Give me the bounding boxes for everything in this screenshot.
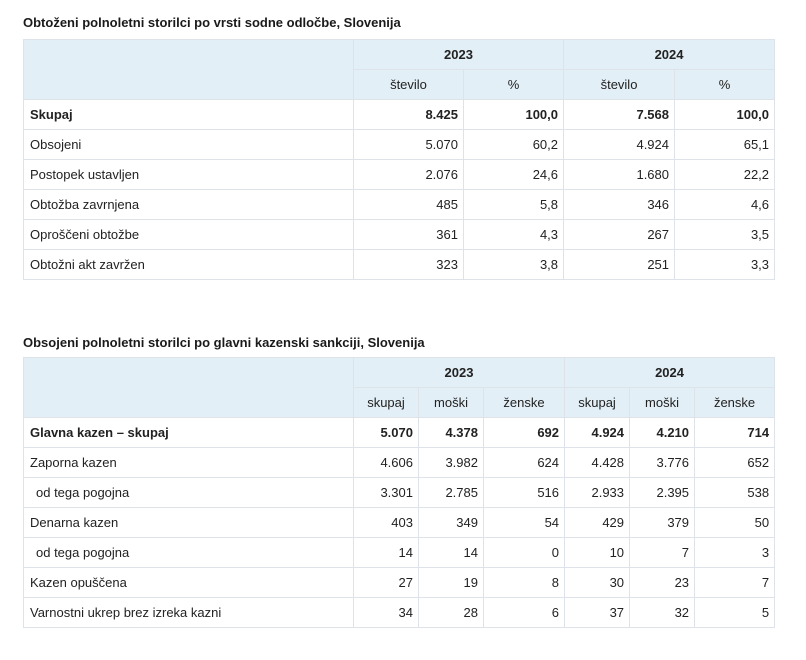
- cell-value: 5.070: [354, 130, 464, 160]
- cell-value: 8.425: [354, 100, 464, 130]
- cell-value: 652: [695, 448, 775, 478]
- cell-value: 429: [565, 508, 630, 538]
- cell-value: 4.924: [564, 130, 675, 160]
- cell-value: 267: [564, 220, 675, 250]
- cell-value: 65,1: [675, 130, 775, 160]
- column-header: število: [354, 70, 464, 100]
- header-corner: [24, 40, 354, 100]
- column-header: ženske: [695, 388, 775, 418]
- cell-value: 6: [484, 598, 565, 628]
- cell-value: 23: [630, 568, 695, 598]
- cell-value: 3.301: [354, 478, 419, 508]
- column-header: skupaj: [565, 388, 630, 418]
- column-header: število: [564, 70, 675, 100]
- table-row: [24, 598, 775, 628]
- cell-value: 4.378: [419, 418, 484, 448]
- row-label: Glavna kazen – skupaj: [24, 418, 354, 448]
- cell-value: 54: [484, 508, 565, 538]
- cell-value: 5.070: [354, 418, 419, 448]
- cell-value: 692: [484, 418, 565, 448]
- cell-value: 4.924: [565, 418, 630, 448]
- column-header: moški: [630, 388, 695, 418]
- cell-value: 7: [630, 538, 695, 568]
- row-label: Obsojeni: [24, 130, 354, 160]
- year-header: 2023: [354, 358, 565, 388]
- cell-value: 28: [419, 598, 484, 628]
- cell-value: 323: [354, 250, 464, 280]
- cell-value: 4.606: [354, 448, 419, 478]
- table-row: [24, 418, 775, 448]
- cell-value: 14: [419, 538, 484, 568]
- column-header: moški: [419, 388, 484, 418]
- column-header: %: [464, 70, 564, 100]
- cell-value: 485: [354, 190, 464, 220]
- cell-value: 30: [565, 568, 630, 598]
- table-row: [24, 190, 775, 220]
- cell-value: 2.785: [419, 478, 484, 508]
- cell-value: 100,0: [464, 100, 564, 130]
- row-label: Denarna kazen: [24, 508, 354, 538]
- criminal-sanction-table: [23, 357, 775, 628]
- cell-value: 349: [419, 508, 484, 538]
- cell-value: 2.076: [354, 160, 464, 190]
- cell-value: 100,0: [675, 100, 775, 130]
- row-label: Varnostni ukrep brez izreka kazni: [24, 598, 354, 628]
- cell-value: 34: [354, 598, 419, 628]
- cell-value: 37: [565, 598, 630, 628]
- row-label: od tega pogojna: [24, 538, 354, 568]
- cell-value: 361: [354, 220, 464, 250]
- year-header: 2024: [564, 40, 775, 70]
- cell-value: 3,3: [675, 250, 775, 280]
- table-row: [24, 568, 775, 598]
- table2-caption: Obsojeni polnoletni storilci po glavni kazenski sankciji, Slovenija: [23, 335, 425, 350]
- row-label: Kazen opuščena: [24, 568, 354, 598]
- table-row: [24, 220, 775, 250]
- cell-value: 3,8: [464, 250, 564, 280]
- cell-value: 4.428: [565, 448, 630, 478]
- table-row: [24, 478, 775, 508]
- table1-caption: Obtoženi polnoletni storilci po vrsti sodne odločbe, Slovenija: [23, 15, 401, 30]
- table-row: [24, 538, 775, 568]
- year-header: 2024: [565, 358, 775, 388]
- cell-value: 1.680: [564, 160, 675, 190]
- cell-value: 3: [695, 538, 775, 568]
- cell-value: 3.776: [630, 448, 695, 478]
- cell-value: 14: [354, 538, 419, 568]
- cell-value: 538: [695, 478, 775, 508]
- cell-value: 60,2: [464, 130, 564, 160]
- cell-value: 50: [695, 508, 775, 538]
- row-label: Postopek ustavljen: [24, 160, 354, 190]
- cell-value: 24,6: [464, 160, 564, 190]
- cell-value: 4.210: [630, 418, 695, 448]
- row-label: Skupaj: [24, 100, 354, 130]
- cell-value: 624: [484, 448, 565, 478]
- cell-value: 4,3: [464, 220, 564, 250]
- table-row: [24, 100, 775, 130]
- cell-value: 19: [419, 568, 484, 598]
- cell-value: 7.568: [564, 100, 675, 130]
- row-label: Oproščeni obtožbe: [24, 220, 354, 250]
- cell-value: 0: [484, 538, 565, 568]
- cell-value: 403: [354, 508, 419, 538]
- cell-value: 251: [564, 250, 675, 280]
- column-header: %: [675, 70, 775, 100]
- year-header: 2023: [354, 40, 564, 70]
- cell-value: 10: [565, 538, 630, 568]
- table-row: [24, 250, 775, 280]
- cell-value: 32: [630, 598, 695, 628]
- column-header: ženske: [484, 388, 565, 418]
- table-row: [24, 130, 775, 160]
- cell-value: 2.395: [630, 478, 695, 508]
- sentencing-decision-table: [23, 39, 775, 280]
- table-row: [24, 160, 775, 190]
- cell-value: 7: [695, 568, 775, 598]
- cell-value: 27: [354, 568, 419, 598]
- cell-value: 8: [484, 568, 565, 598]
- table-row: [24, 508, 775, 538]
- column-header: skupaj: [354, 388, 419, 418]
- cell-value: 4,6: [675, 190, 775, 220]
- row-label: Zaporna kazen: [24, 448, 354, 478]
- cell-value: 5: [695, 598, 775, 628]
- table-row: [24, 448, 775, 478]
- cell-value: 516: [484, 478, 565, 508]
- cell-value: 714: [695, 418, 775, 448]
- header-corner: [24, 358, 354, 418]
- cell-value: 2.933: [565, 478, 630, 508]
- cell-value: 3.982: [419, 448, 484, 478]
- row-label: od tega pogojna: [24, 478, 354, 508]
- cell-value: 5,8: [464, 190, 564, 220]
- cell-value: 379: [630, 508, 695, 538]
- row-label: Obtožba zavrnjena: [24, 190, 354, 220]
- row-label: Obtožni akt zavržen: [24, 250, 354, 280]
- cell-value: 3,5: [675, 220, 775, 250]
- cell-value: 346: [564, 190, 675, 220]
- cell-value: 22,2: [675, 160, 775, 190]
